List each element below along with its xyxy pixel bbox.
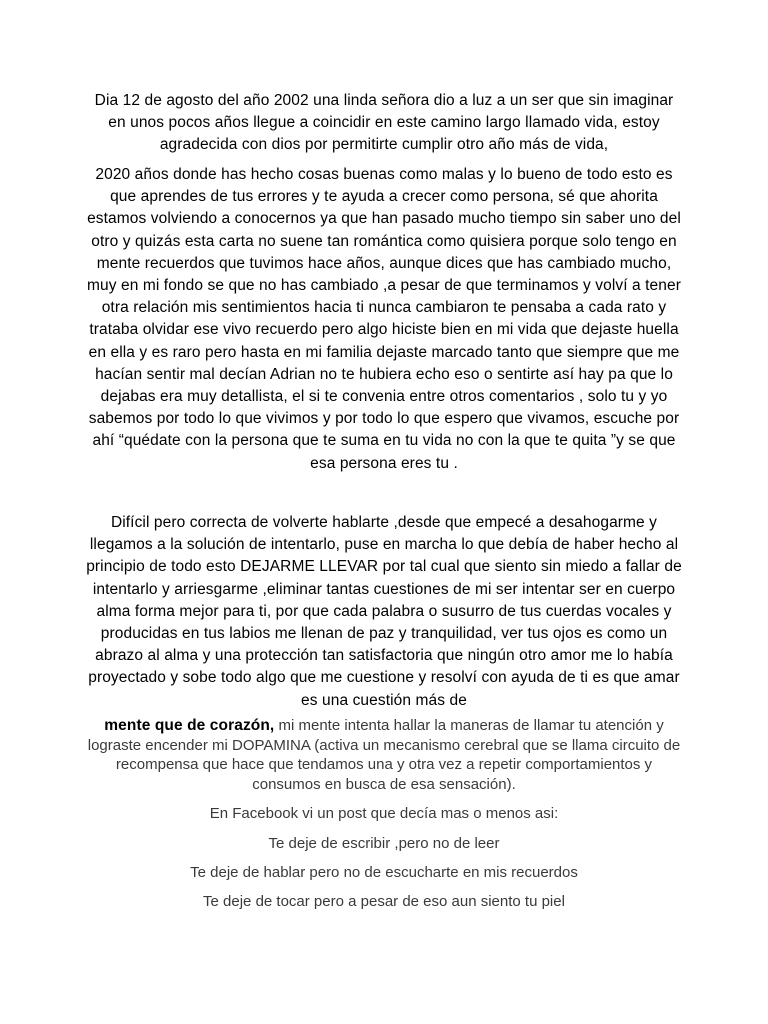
paragraph-dopamine (84, 716, 684, 794)
paragraph-dopamine-text: mi mente intenta hallar la maneras de llamar tu atención y lograste encender mi DOPAMINA (activa un mecanismo cerebral que se llama circuito de recompensa que hace que tendamos una y otra vez a repetir comportamientos y consumos en busca de esa sensación). (87, 717, 681, 793)
paragraph-reconnection-body: Difícil pero correcta de volverte hablarte ,desde que empecé a desahogarme y llegamos a la solución de intentarlo, puse en marcha lo que debía de haber hecho al principio de todo esto DEJARME LLEVAR por tal cual que siento sin miedo a fallar de intentarlo y arriesgarme ,eliminar tantas cuestiones de mi ser intentar ser en cuerpo alma forma mejor para ti, por que cada palabra o susurro de tus cuerdas vocales y producidas en tus labios me llenan de paz y tranquilidad, ver tus ojos es como un abrazo al alma y una protección tan satisfactoria que ningún otro amor me lo había proyectado y sobe todo algo que me cuestione y resolví con ayuda de ti es que amar es una cuestión más de (86, 514, 682, 709)
paragraph-memories: 2020 años donde has hecho cosas buenas como malas y lo bueno de todo esto es que aprendes de tus errores y te ayuda a crecer como persona, sé que ahorita estamos volviendo a conocernos ya que han pasado mucho tiempo sin saber uno del otro y quizás esta carta no suene tan romántica como quisiera porque solo tengo en mente recuerdos que tuvimos hace años, aunque dices que has cambiado mucho, muy en mi fondo se que no has cambiado ,a pesar de que terminamos y volví a tener otra relación mis sentimientos hacia ti nunca cambiaron te pensaba a cada rato y trataba olvidar ese vivo recuerdo pero algo hiciste bien en mi vida que dejaste huella en ella y es raro pero hasta en mi familia dejaste marcado tanto que siempre que me hacían sentir mal decían Adrian no te hubiera echo eso o sentirte así hay pa que lo dejabas era muy detallista, el si te convenia entre otros comentarios , solo tu y yo sabemos por todo lo que vivimos y por todo lo que espero que vivamos, escuche por ahí “quédate con la persona que te suma en tu vida no con la que te quita ”y se que esa persona eres tu . (87, 166, 681, 472)
quote-line-touch: Te deje de tocar pero a pesar de eso aun siento tu piel (203, 893, 565, 910)
quote-line-write: Te deje de escribir ,pero no de leer (268, 835, 500, 852)
paragraph-reconnection-ending: mente que de corazón, (104, 717, 275, 734)
quote-line-talk: Te deje de hablar pero no de escucharte en mis recuerdos (190, 864, 578, 881)
facebook-post-intro: En Facebook vi un post que decía mas o menos asi: (209, 805, 559, 822)
paragraph-reconnection (84, 512, 684, 712)
paragraph-birthday-intro: Dia 12 de agosto del año 2002 una linda señora dio a luz a un ser que sin imaginar en unos pocos años llegue a coincidir en este camino largo llamado vida, estoy agradecida con dios por permitirte cumplir otro año más de vida, (94, 92, 674, 154)
